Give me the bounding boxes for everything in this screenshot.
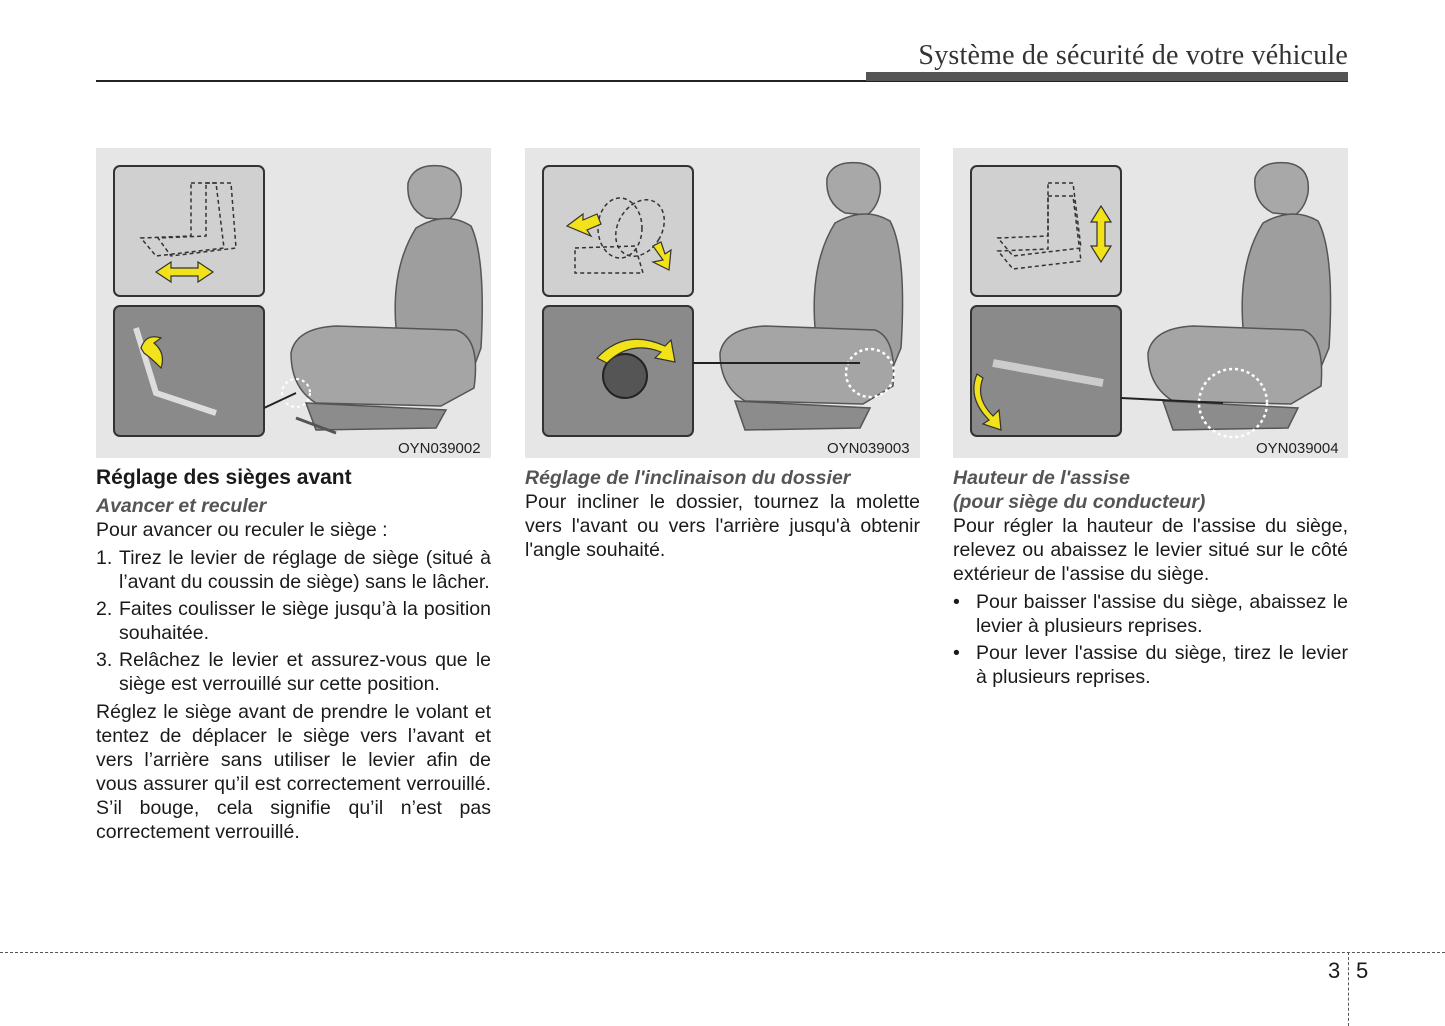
list-item: 3. Relâchez le levier et assurez-vous que le siège est verrouillé sur cette position. <box>96 649 491 695</box>
subsection-heading-line2: (pour siège du conducteur) <box>953 491 1206 513</box>
seat-illustration <box>720 163 903 430</box>
list-item: • Pour baisser l'assise du siège, abaissez le levier à plusieurs reprises. <box>953 591 1348 637</box>
inset-lever-closeup <box>114 306 296 436</box>
seat-illustration <box>1148 163 1331 437</box>
column-backrest-recline <box>525 466 920 566</box>
figure-code-2: OYN039003 <box>827 440 910 457</box>
column-front-seat-adjustment <box>96 466 491 848</box>
intro-text: Pour avancer ou reculer le siège : <box>96 519 388 541</box>
section-heading: Réglage des sièges avant <box>96 466 352 489</box>
column-seat-height <box>953 466 1348 693</box>
header-rule-thick <box>866 72 1348 81</box>
body-text: Pour incliner le dossier, tournez la molette vers l'avant ou vers l'arrière jusqu'à obtenir l'angle souhaité. <box>525 491 920 561</box>
bullet-list <box>953 590 1348 689</box>
outro-text: Réglez le siège avant de prendre le volant et tentez de déplacer le siège vers l’avant et vers l’arrière sans utiliser le levier afin de vous assurer qu’il est correctement verrouillé. S’il bouge, cela signifie qu’il n’est pas correctement verrouillé. <box>96 701 491 843</box>
list-item: • Pour lever l'assise du siège, tirez le levier à plusieurs reprises. <box>953 642 1348 688</box>
subsection-heading: Avancer et reculer <box>96 495 267 517</box>
subsection-heading-line1: Hauteur de l'assise <box>953 467 1130 489</box>
inset-seat-diagram <box>543 166 693 296</box>
body-text: Pour régler la hauteur de l'assise du siège, relevez ou abaissez le levier situé sur le côté extérieur de l'assise du siège. <box>953 515 1348 585</box>
seat-illustration <box>282 166 482 433</box>
list-item: 1. Tirez le levier de réglage de siège (situé à l’avant du coussin de siège) sans le lâcher. <box>96 547 491 593</box>
steps-list <box>96 546 491 696</box>
figure-seat-slide <box>96 148 491 458</box>
figure-code-3: OYN039004 <box>1256 440 1339 457</box>
page-number: 5 <box>1356 958 1369 983</box>
page-chapter-number: 3 <box>1328 958 1341 983</box>
page-header-title: Système de sécurité de votre véhicule <box>918 40 1348 71</box>
subsection-heading: Réglage de l'inclinaison du dossier <box>525 467 851 489</box>
list-item: 2. Faites coulisser le siège jusqu’à la position souhaitée. <box>96 598 491 644</box>
figure-seat-height <box>953 148 1348 458</box>
footer-divider <box>0 952 1445 953</box>
figure-code-1: OYN039002 <box>398 440 481 457</box>
footer-page-separator <box>1348 952 1349 1026</box>
figure-seat-recline <box>525 148 920 458</box>
